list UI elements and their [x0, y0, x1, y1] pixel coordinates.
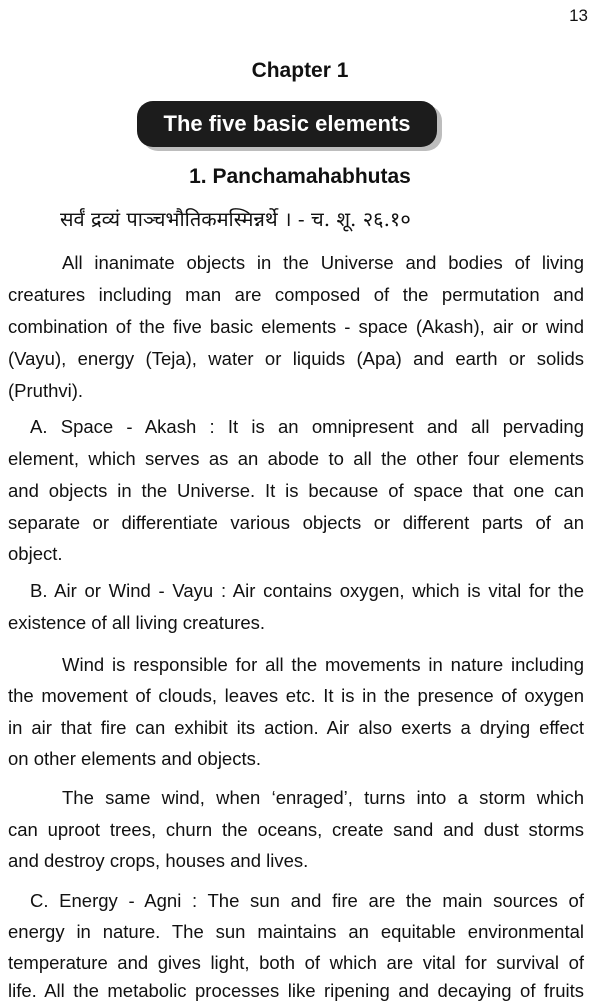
text-line: Wind is responsible for all the movements in nature including: [62, 654, 584, 675]
page-number: 13: [569, 6, 588, 25]
chapter-title: Chapter 1: [251, 59, 349, 82]
text-line: the movement of clouds, leaves etc. It is in the presence of oxygen: [8, 685, 584, 706]
text-line: on other elements and objects.: [8, 748, 261, 769]
text-line: element, which serves as an abode to all the other four elements: [8, 448, 584, 469]
text-line: The same wind, when ‘enraged’, turns into a storm which: [62, 787, 584, 808]
text-line: (Vayu), energy (Teja), water or liquids (Apa) and earth or solids: [8, 348, 584, 369]
text-line: and destroy crops, houses and lives.: [8, 850, 309, 871]
text-line: and objects in the Universe. It is because of space that one can: [8, 480, 584, 501]
text-line: A. Space - Akash : It is an omnipresent and all pervading: [30, 416, 584, 437]
text-line: object.: [8, 543, 63, 564]
sanskrit-verse: सर्वं द्रव्यं पाञ्चभौतिकमस्मिन्नर्थे । - च. शू. २६.१०: [60, 207, 411, 231]
text-line: combination of the five basic elements - space (Akash), air or wind: [8, 316, 584, 337]
text-line: B. Air or Wind - Vayu : Air contains oxygen, which is vital for the: [30, 580, 584, 601]
section-heading: 1. Panchamahabhutas: [189, 165, 411, 188]
text-line: All inanimate objects in the Universe and bodies of living: [62, 252, 584, 273]
text-line: can uproot trees, churn the oceans, create sand and dust storms: [8, 819, 584, 840]
text-line: existence of all living creatures.: [8, 612, 266, 633]
text-line: C. Energy - Agni : The sun and fire are the main sources of: [30, 890, 584, 911]
text-line: (Pruthvi).: [8, 380, 84, 401]
text-line: separate or differentiate various objects or different parts of an: [8, 512, 584, 533]
chapter-banner: The five basic elements: [137, 101, 437, 147]
text-line: in air that fire can exhibit its action. Air also exerts a drying effect: [8, 717, 584, 738]
text-line: energy in nature. The sun maintains an equitable environmental: [8, 921, 584, 942]
text-line: creatures including man are composed of the permutation and: [8, 284, 584, 305]
text-line: temperature and gives light, both of which are vital for survival of: [8, 952, 584, 973]
text-line: life. All the metabolic processes like ripening and decaying of fruits: [8, 980, 584, 1001]
